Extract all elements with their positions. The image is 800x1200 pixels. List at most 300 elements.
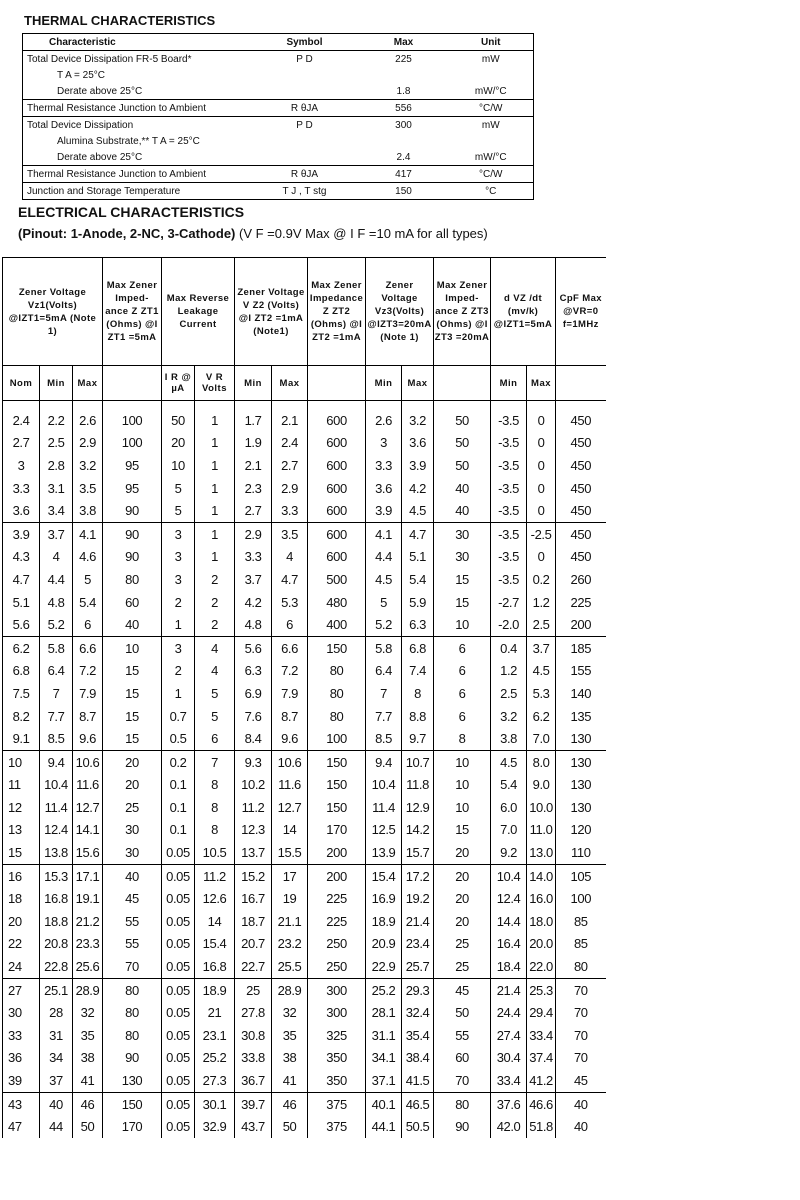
table-cell: 7.2 [272,660,308,683]
table-cell: 135 [556,705,606,728]
table-cell: 600 [308,401,366,432]
thermal-characteristic: T A = 25°C [57,69,106,81]
table-cell: -3.5 [491,568,527,591]
table-cell: 6.2 [527,705,556,728]
table-cell: 22.8 [40,955,73,978]
table-cell: 0.05 [162,933,195,956]
table-cell: 8.2 [3,705,40,728]
thermal-unit: mW [481,53,500,65]
subheader-cell: Min [235,366,272,401]
table-cell: 10.6 [272,750,308,773]
table-cell: 50 [272,1115,308,1138]
thermal-max: 417 [359,166,449,183]
thermal-characteristic: Total Device Dissipation FR-5 Board* [27,53,192,65]
table-cell: 4 [272,546,308,569]
thermal-unit [449,67,534,83]
table-cell: 6.2 [3,636,40,659]
subheader-cell: Max [73,366,103,401]
table-cell: 20 [434,887,491,910]
subheader-cell [434,366,491,401]
table-cell: 0.05 [162,841,195,864]
table-cell: 200 [308,841,366,864]
table-cell: 30.1 [195,1092,235,1115]
table-cell: 0 [527,477,556,500]
table-cell: 1.9 [235,432,272,455]
table-cell: 11.4 [40,796,73,819]
table-cell: 0.05 [162,887,195,910]
table-cell: 2.5 [527,613,556,636]
table-cell: 15 [103,682,162,705]
table-cell: 130 [556,750,606,773]
table-cell: 4.7 [3,568,40,591]
table-cell: 50 [434,401,491,432]
table-row [3,1115,606,1138]
table-cell: 16 [3,864,40,887]
header-zener-voltage-3: Zener Voltage Vz3(Volts) @IZT3=20mA (Note 1) [366,258,434,366]
table-cell: 2.5 [40,432,73,455]
table-cell: 8.7 [272,705,308,728]
table-cell: 40 [103,864,162,887]
table-cell: 4.3 [3,546,40,569]
table-cell: 0.7 [162,705,195,728]
table-cell: 2.9 [272,477,308,500]
thermal-characteristic: Junction and Storage Temperature [23,183,251,200]
table-cell: 20 [103,750,162,773]
table-cell: 3.9 [402,454,434,477]
table-cell: 9.3 [235,750,272,773]
table-cell: 450 [556,522,606,545]
table-cell: 7 [40,682,73,705]
table-cell: 6.4 [40,660,73,683]
table-row [3,1001,606,1024]
table-cell: 0.4 [491,636,527,659]
table-cell: 30 [3,1001,40,1024]
table-cell: 70 [434,1069,491,1092]
thermal-symbol [251,149,359,166]
table-cell: 24 [3,955,40,978]
table-cell: 13.9 [366,841,402,864]
table-cell: 4.2 [402,477,434,500]
table-cell: 3.3 [366,454,402,477]
table-cell: 40 [40,1092,73,1115]
table-cell: 450 [556,401,606,432]
table-cell: -3.5 [491,477,527,500]
table-cell: 12.9 [402,796,434,819]
table-cell: 13.7 [235,841,272,864]
table-cell: 34.1 [366,1047,402,1070]
table-cell: 14 [272,819,308,842]
table-cell: 90 [103,1047,162,1070]
table-cell: 7.0 [491,819,527,842]
table-cell: 12.4 [40,819,73,842]
table-cell: 7.9 [272,682,308,705]
table-cell: 39 [3,1069,40,1092]
table-cell: 250 [308,955,366,978]
table-cell: 12.7 [73,796,103,819]
thermal-max [359,133,449,149]
table-row [3,887,606,910]
table-cell: 3.1 [40,477,73,500]
table-cell: 6 [272,613,308,636]
table-cell: 1 [195,546,235,569]
table-cell: 29.4 [527,1001,556,1024]
table-cell: 100 [103,432,162,455]
table-cell: 0.05 [162,910,195,933]
table-cell: 45 [103,887,162,910]
table-cell: 2 [162,591,195,614]
table-cell: 8 [402,682,434,705]
thermal-unit: °C/W [449,100,534,117]
table-cell: 100 [308,727,366,750]
table-cell: 5.2 [366,613,402,636]
table-cell: 4.5 [402,499,434,522]
table-cell: 35 [272,1024,308,1047]
table-cell: 4.7 [272,568,308,591]
thermal-max: 2.4 [396,151,411,163]
table-cell: 6.6 [73,636,103,659]
table-cell: 25.3 [527,978,556,1001]
table-cell: 80 [308,660,366,683]
table-cell: 25.2 [366,978,402,1001]
table-cell: 85 [556,910,606,933]
thermal-characteristic: Thermal Resistance Junction to Ambient [23,100,251,117]
table-cell: 21.1 [272,910,308,933]
table-cell: 1 [195,432,235,455]
table-cell: 3.2 [491,705,527,728]
table-cell: 14.4 [491,910,527,933]
table-cell: 10.4 [366,774,402,797]
table-cell: 5.4 [73,591,103,614]
table-cell: 4.6 [73,546,103,569]
table-cell: 7.5 [3,682,40,705]
table-cell: 16.8 [40,887,73,910]
table-cell: 3.7 [40,522,73,545]
table-cell: 38.4 [402,1047,434,1070]
header-dvz-dt: d VZ /dt (mv/k) @IZT1=5mA [491,258,556,366]
table-row [3,774,606,797]
subheader-cell: Max [527,366,556,401]
thermal-characteristic: Derate above 25°C [57,85,143,97]
table-cell: 15.2 [235,864,272,887]
table-cell: 225 [556,591,606,614]
table-cell: 2.3 [235,477,272,500]
table-cell: 5.8 [366,636,402,659]
subheader-cell [103,366,162,401]
table-cell: 3 [162,546,195,569]
table-cell: 1 [195,401,235,432]
table-cell: 3.7 [235,568,272,591]
table-cell: 80 [103,1001,162,1024]
table-cell: 3.2 [73,454,103,477]
header-zener-voltage-2: Zener Voltage V Z2 (Volts) @I ZT2 =1mA (Note1) [235,258,308,366]
table-cell: 20 [103,774,162,797]
table-cell: 0.05 [162,955,195,978]
table-cell: 25.2 [195,1047,235,1070]
table-row [3,1047,606,1070]
table-cell: 13 [3,819,40,842]
table-cell: 51.8 [527,1115,556,1138]
table-cell: 1 [195,522,235,545]
table-cell: 70 [556,1001,606,1024]
table-cell: 34 [40,1047,73,1070]
table-cell: 21.4 [402,910,434,933]
thermal-unit: mW/°C [474,85,507,97]
table-cell: 15.5 [272,841,308,864]
table-cell: 185 [556,636,606,659]
table-cell: 3 [162,636,195,659]
table-cell: 2.8 [40,454,73,477]
table-row [3,910,606,933]
table-cell: 90 [103,522,162,545]
table-cell: 150 [308,636,366,659]
subheader-cell: Max [272,366,308,401]
table-row [3,660,606,683]
thermal-max: 300 [359,117,449,134]
table-cell: 6.4 [366,660,402,683]
table-cell: 2.9 [73,432,103,455]
table-cell: 0.5 [162,727,195,750]
table-cell: 4 [195,660,235,683]
table-cell: 150 [103,1092,162,1115]
table-cell: 15 [103,727,162,750]
table-cell: 15 [434,591,491,614]
table-cell: 15 [434,819,491,842]
table-row [3,705,606,728]
table-cell: 33.4 [491,1069,527,1092]
table-cell: 6 [434,636,491,659]
table-cell: 10.7 [402,750,434,773]
table-cell: 450 [556,546,606,569]
table-cell: 3.6 [3,499,40,522]
thermal-symbol: R θJA [251,166,359,183]
table-cell: 8.8 [402,705,434,728]
table-cell: 300 [308,1001,366,1024]
table-cell: 155 [556,660,606,683]
table-cell: 6 [195,727,235,750]
table-cell: 3.8 [491,727,527,750]
table-cell: 7.0 [527,727,556,750]
thermal-row [23,83,534,100]
table-cell: 7.6 [235,705,272,728]
table-cell: 9.7 [402,727,434,750]
table-cell: 50 [162,401,195,432]
table-cell: 2.6 [366,401,402,432]
table-cell: 4.2 [235,591,272,614]
table-cell: 12.4 [491,887,527,910]
table-cell: 8 [195,796,235,819]
thermal-row [23,133,534,149]
table-cell: 40 [434,477,491,500]
table-row [3,454,606,477]
table-cell: 22.9 [366,955,402,978]
table-cell: 150 [308,796,366,819]
table-cell: 21.4 [491,978,527,1001]
table-cell: 50 [434,432,491,455]
table-cell: 1 [162,682,195,705]
table-cell: 11.2 [195,864,235,887]
table-cell: 260 [556,568,606,591]
table-row [3,933,606,956]
thermal-unit: °C [449,183,534,200]
table-cell: 95 [103,477,162,500]
table-cell: 18.0 [527,910,556,933]
table-cell: 5.8 [40,636,73,659]
table-cell: 2.9 [235,522,272,545]
table-cell: 55 [434,1024,491,1047]
table-cell: 17.1 [73,864,103,887]
table-cell: 20 [162,432,195,455]
thermal-header-unit: Unit [449,34,534,51]
table-cell: 70 [103,955,162,978]
table-cell: 11.2 [235,796,272,819]
table-cell: 2.4 [3,401,40,432]
table-cell: 16.0 [527,887,556,910]
table-cell: 20 [3,910,40,933]
table-cell: 3 [366,432,402,455]
table-cell: 42.0 [491,1115,527,1138]
table-cell: 25.5 [272,955,308,978]
table-cell: 40 [556,1092,606,1115]
table-cell: 5 [195,682,235,705]
thermal-max: 1.8 [396,85,411,97]
table-cell: 450 [556,432,606,455]
table-cell: 300 [308,978,366,1001]
table-cell: 130 [556,727,606,750]
table-cell: 80 [434,1092,491,1115]
table-cell: 1.2 [527,591,556,614]
thermal-characteristic: Thermal Resistance Junction to Ambient [23,166,251,183]
table-cell: 11.6 [272,774,308,797]
table-cell: 12 [3,796,40,819]
table-cell: 50.5 [402,1115,434,1138]
table-cell: 5 [73,568,103,591]
thermal-row [23,117,534,134]
table-cell: 5.3 [527,682,556,705]
thermal-symbol [251,133,359,149]
table-cell: 55 [103,933,162,956]
table-cell: 38 [73,1047,103,1070]
table-cell: 45 [556,1069,606,1092]
table-cell: 50 [73,1115,103,1138]
table-row [3,978,606,1001]
table-cell: 130 [556,774,606,797]
table-cell: -2.5 [527,522,556,545]
thermal-row [23,100,534,117]
subheader-cell: V R Volts [195,366,235,401]
table-cell: 17 [272,864,308,887]
table-cell: 10 [434,774,491,797]
table-cell: 15.4 [366,864,402,887]
table-row [3,727,606,750]
table-cell: 35.4 [402,1024,434,1047]
table-cell: 2 [195,591,235,614]
table-cell: 3.4 [40,499,73,522]
table-cell: 33.4 [527,1024,556,1047]
table-cell: 9.6 [73,727,103,750]
table-cell: 6.8 [3,660,40,683]
table-cell: 25 [434,933,491,956]
table-cell: 41 [73,1069,103,1092]
table-cell: 0 [527,432,556,455]
header-max-zener-impedance-2: Max Zener Impedance Z ZT2 (Ohms) @I ZT2 =1mA [308,258,366,366]
table-cell: 27 [3,978,40,1001]
table-cell: 10 [162,454,195,477]
table-cell: 375 [308,1092,366,1115]
table-cell: 7 [366,682,402,705]
table-cell: 20.0 [527,933,556,956]
thermal-row [23,166,534,183]
subheader-cell: Max [402,366,434,401]
table-cell: 10 [434,613,491,636]
table-cell: 55 [103,910,162,933]
table-cell: 50 [434,454,491,477]
subheader-cell: Min [40,366,73,401]
table-cell: 70 [556,1047,606,1070]
table-cell: 70 [556,1024,606,1047]
table-cell: 5.4 [491,774,527,797]
table-cell: 13.0 [527,841,556,864]
table-cell: 15 [103,660,162,683]
table-row [3,796,606,819]
table-cell: 4.5 [491,750,527,773]
table-row [3,864,606,887]
table-cell: -3.5 [491,546,527,569]
table-cell: 18.8 [40,910,73,933]
table-cell: 14.2 [402,819,434,842]
table-cell: 27.4 [491,1024,527,1047]
table-cell: 25 [434,955,491,978]
table-cell: 5.1 [402,546,434,569]
thermal-characteristics-table [22,33,534,200]
table-cell: 5.1 [3,591,40,614]
table-cell: 5.6 [235,636,272,659]
table-cell: 600 [308,499,366,522]
table-cell: 40.1 [366,1092,402,1115]
table-cell: 19 [272,887,308,910]
table-cell: 150 [308,750,366,773]
table-cell: 130 [556,796,606,819]
table-row [3,591,606,614]
table-cell: 225 [308,887,366,910]
pinout-condition-text: (V F =0.9V Max @ I F =10 mA for all types) [239,226,488,241]
table-cell: 10 [434,796,491,819]
table-cell: 41 [272,1069,308,1092]
table-cell: 13.8 [40,841,73,864]
table-cell: 16.4 [491,933,527,956]
table-cell: 37.1 [366,1069,402,1092]
table-cell: 0 [527,454,556,477]
table-cell: 30 [434,546,491,569]
table-cell: -3.5 [491,432,527,455]
table-cell: 18.9 [195,978,235,1001]
table-cell: 3.6 [366,477,402,500]
table-cell: 23.1 [195,1024,235,1047]
table-cell: 9.4 [40,750,73,773]
subheader-cell: Min [491,366,527,401]
table-cell: 600 [308,454,366,477]
thermal-characteristic: Total Device Dissipation [23,117,251,134]
thermal-symbol: T J , T stg [251,183,359,200]
table-cell: 80 [556,955,606,978]
table-cell: 5 [195,705,235,728]
thermal-header-max: Max [359,34,449,51]
table-cell: 43.7 [235,1115,272,1138]
table-cell: 12.7 [272,796,308,819]
table-cell: 5.2 [40,613,73,636]
table-cell: 170 [308,819,366,842]
table-cell: 95 [103,454,162,477]
table-row [3,1092,606,1115]
